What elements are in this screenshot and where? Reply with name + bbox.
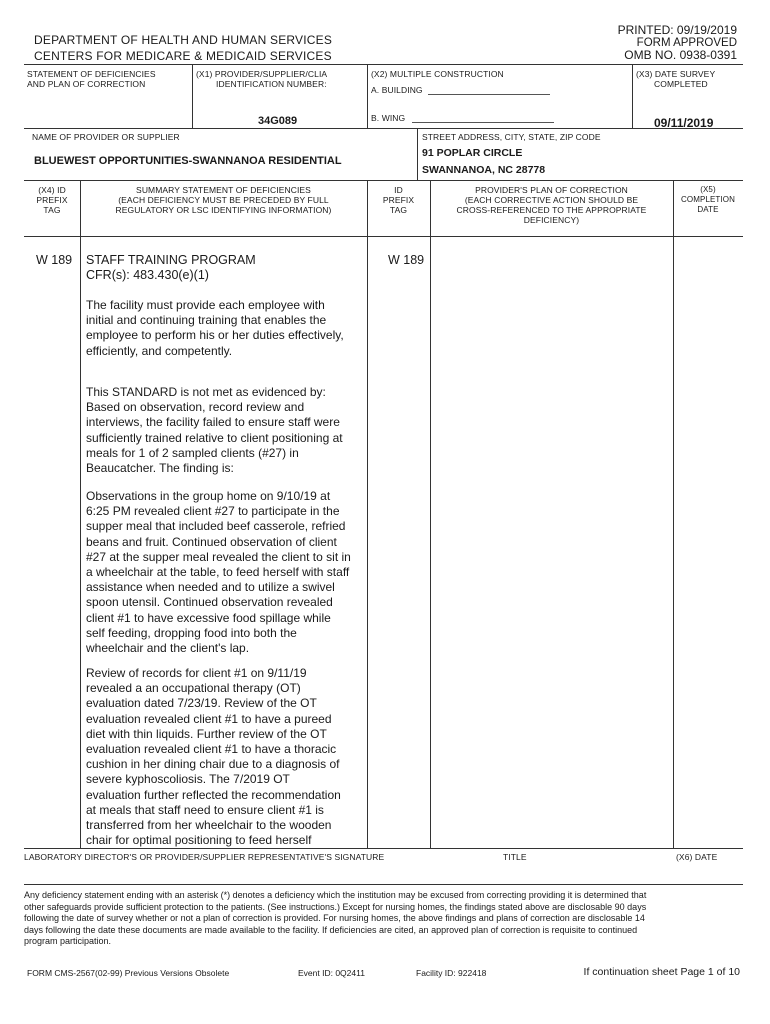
x1-label: (X1) PROVIDER/SUPPLIER/CLIA <box>196 69 328 79</box>
address-label: STREET ADDRESS, CITY, STATE, ZIP CODE <box>422 132 601 142</box>
summary-header: SUMMARY STATEMENT OF DEFICIENCIES (EACH DEFICIENCY MUST BE PRECEDED BY FULL REGULATORY OR LSC IDENTIFYING INFORMATION) <box>115 185 332 215</box>
event-id: Event ID: 0Q2411 <box>298 968 365 978</box>
id-header: ID PREFIX TAG <box>382 185 415 215</box>
x1-label-2: IDENTIFICATION NUMBER: <box>216 79 327 89</box>
signature-label: LABORATORY DIRECTOR'S OR PROVIDER/SUPPLIER REPRESENTATIVE'S SIGNATURE <box>24 852 385 862</box>
record-review-paragraph: Review of records for client #1 on 9/11/19 revealed a an occupational therapy (OT) evaluation dated 7/23/19. Review of the OT evaluation revealed client #1 to have a pureed diet with thin liquids. Further review of the OT evaluation revealed client #1 to have a thoracic cushion in her dining chair due to a diagnosis of severe kyphoscoliosis. The 7/2019 OT evaluation further reflected the recommendation at meals that staff need to ensure client #1 is transferred from her wheelchair to the wooden chair for optimal positioning to feed herself <box>86 666 341 848</box>
disclaimer-text: Any deficiency statement ending with an asterisk (*) denotes a deficiency which the institution may be excused from correcting providing it is determined that other safeguards provide sufficient protection to the patients. (See instructions.) Except for nursing homes, the findings stated above are disclosable 90 days following the date of survey whether or not a plan of correction is provided. For nursing homes, the above findings and plans of correction are disclosable 14 days following the date these documents are made available to the facility. If deficiencies are cited, an approved plan of correction is requisite to continued program participation. <box>24 890 647 946</box>
building-field[interactable] <box>428 94 550 95</box>
x5-header: (X5) COMPLETION DATE <box>681 185 735 214</box>
facility-id: Facility ID: 922418 <box>416 968 487 978</box>
signature-bottom-rule <box>24 884 743 885</box>
survey-date-value: 09/11/2019 <box>654 116 714 130</box>
statement-label-2: AND PLAN OF CORRECTION <box>27 79 146 89</box>
form-number: FORM CMS-2567(02-99) Previous Versions Obsolete <box>27 968 230 978</box>
page-indicator: If continuation sheet Page 1 of 10 <box>583 966 740 978</box>
wing-label: B. WING <box>371 113 406 123</box>
agency-title: CENTERS FOR MEDICARE & MEDICAID SERVICES <box>34 49 332 63</box>
title-label: TITLE <box>503 852 527 862</box>
city-state-zip: SWANNANOA, NC 28778 <box>422 164 546 176</box>
provider-bottom-rule <box>24 180 743 181</box>
x4-header: (X4) ID PREFIX TAG <box>36 185 68 215</box>
printed-date: PRINTED: 09/19/2019 <box>617 23 737 37</box>
x3-label: (X3) DATE SURVEY <box>636 69 716 79</box>
wing-field[interactable] <box>412 122 554 123</box>
street-address: 91 POPLAR CIRCLE <box>422 147 523 159</box>
plan-header: PROVIDER'S PLAN OF CORRECTION (EACH CORRECTIVE ACTION SHOULD BE CROSS-REFERENCED TO THE APPROPRIATE DEFICIENCY) <box>456 185 647 225</box>
observation-paragraph: Observations in the group home on 9/10/19 at 6:25 PM revealed client #27 to participate in the supper meal that included beef casserole, refried beans and fruit. Continued observation of client #27 at the supper meal revealed the client to sit in a wheelchair at the table, to feed herself with staff assistance when needed and to utilize a swivel spoon utensil. Continued observation revealed client #1 to have excessive food spillage while self feeding, dropping food into both the wheelchair and the client's lap. <box>86 489 351 656</box>
building-label: A. BUILDING <box>371 85 423 95</box>
date-label: (X6) DATE <box>676 852 718 862</box>
column-header-bottom-rule <box>24 236 743 237</box>
provider-name: BLUEWEST OPPORTUNITIES-SWANNANOA RESIDENTIAL <box>34 155 342 167</box>
finding-summary: This STANDARD is not met as evidenced by: Based on observation, record review and interviews, the facility failed to ensure staff were sufficiently trained relative to client positioning at meals for 1 of 2 sampled clients (#27) in Beaucatcher. The finding is: <box>86 385 343 476</box>
deficiency-tag-left: W 189 <box>36 253 73 267</box>
provider-id-value: 34G089 <box>258 115 298 127</box>
x3-label-2: COMPLETED <box>654 79 708 89</box>
header-top-rule <box>24 64 743 65</box>
header-mid-rule <box>24 128 743 129</box>
department-title: DEPARTMENT OF HEALTH AND HUMAN SERVICES <box>34 33 333 47</box>
provider-name-label: NAME OF PROVIDER OR SUPPLIER <box>32 132 180 142</box>
deficiency-tag-right: W 189 <box>388 253 425 267</box>
regulation-text: The facility must provide each employee with initial and continuing training that enables the employee to perform his or her duties effectively, efficiently, and competently. <box>86 298 344 358</box>
x2-label: (X2) MULTIPLE CONSTRUCTION <box>371 69 504 79</box>
omb-number: OMB NO. 0938-0391 <box>624 48 737 62</box>
form-approved: FORM APPROVED <box>636 37 737 49</box>
deficiency-title: STAFF TRAINING PROGRAM <box>86 253 256 267</box>
statement-label: STATEMENT OF DEFICIENCIES <box>27 69 156 79</box>
deficiency-cfr: CFR(s): 483.430(e)(1) <box>86 268 209 282</box>
